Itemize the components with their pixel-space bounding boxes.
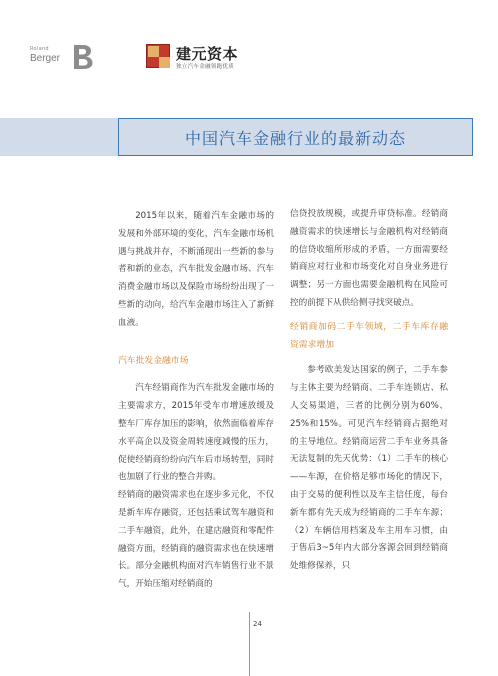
used-car-paragraph: 参考欧美发达国家的例子，二手车参与主体主要为经销商、二手车连锁店、私人交易渠道，三者的比例分别为60%、25%和15%。可见汽车经销商占据绝对的主导地位。经销商运营二手车业务具备无法复制的先天优势：（1）二手车的核心——车源，在价格足够市场化的情况下，由于交易的便利性以及车主信任度，每台新车都有先天成为经销商的二手车车源；（2）车辆信用档案及车主用车习惯，由于售后3~5年内大部分客源会回到经销商处维修保养，只 — [290, 365, 448, 572]
wholesale-paragraph-2: 经销商的融资需求也在逐步多元化，不仅是新车库存融资，还包括乘试驾车融资和二手车融资，此外，在建店融资和零配件融资方面，经销商的融资需求也在快速增长。部分金融机构面对汽车销售行业不景气，开始压缩对经销商的 — [118, 490, 274, 590]
seal-icon — [146, 44, 170, 68]
footer-divider — [249, 612, 250, 676]
logo-wordmark: Berger — [30, 53, 61, 64]
continuation-paragraph: 信贷投放规模，或提升审贷标准。经销商融资需求的快速增长与金融机构对经销商的信贷收缩所形成的矛盾，一方面需要经销商应对行业和市场变化对自身业务进行调整；另一方面也需要金融机构在风险可控的前提下从供给侧寻找突破点。 — [290, 209, 448, 308]
section-heading-used-car: 经销商加码二手车领域，二手车库存融资需求增加 — [290, 321, 448, 350]
jianyuan-logo — [146, 44, 276, 74]
intro-paragraph: 2015年以来，随着汽车金融市场的发展和外部环境的变化，汽车金融市场机遇与挑战并存，不断涌现出一些新的参与者和新的业态，汽车批发金融市场、汽车消费金融市场以及保险市场纷纷出现了一些新的动向，给汽车金融市场注入了新鲜血液。 — [118, 211, 274, 328]
logo-small-text: Roland — [30, 46, 49, 52]
brand-tagline: 独立汽车金融领跑优质 — [176, 64, 235, 70]
section-heading-wholesale: 汽车批发金融市场 — [118, 355, 189, 366]
page-title: 中国汽车金融行业的最新动态 — [184, 128, 406, 148]
left-column — [118, 208, 274, 594]
page-number: 24 — [253, 620, 262, 628]
brand-name: 建元资本 — [176, 45, 239, 63]
berger-b-icon — [72, 44, 94, 70]
banner-stripe — [0, 118, 118, 156]
roland-berger-logo — [30, 44, 100, 72]
right-column — [290, 206, 448, 576]
title-banner — [118, 118, 473, 156]
wholesale-paragraph-1: 汽车经销商作为汽车批发金融市场的主要需求方，2015年受车市增速放缓及整车厂库存加压的影响，依然面临着库存水平高企以及资金周转速度减慢的压力，促使经销商纷纷向汽车后市场转型，同时也加剧了行业的整合并购。 — [118, 383, 274, 483]
